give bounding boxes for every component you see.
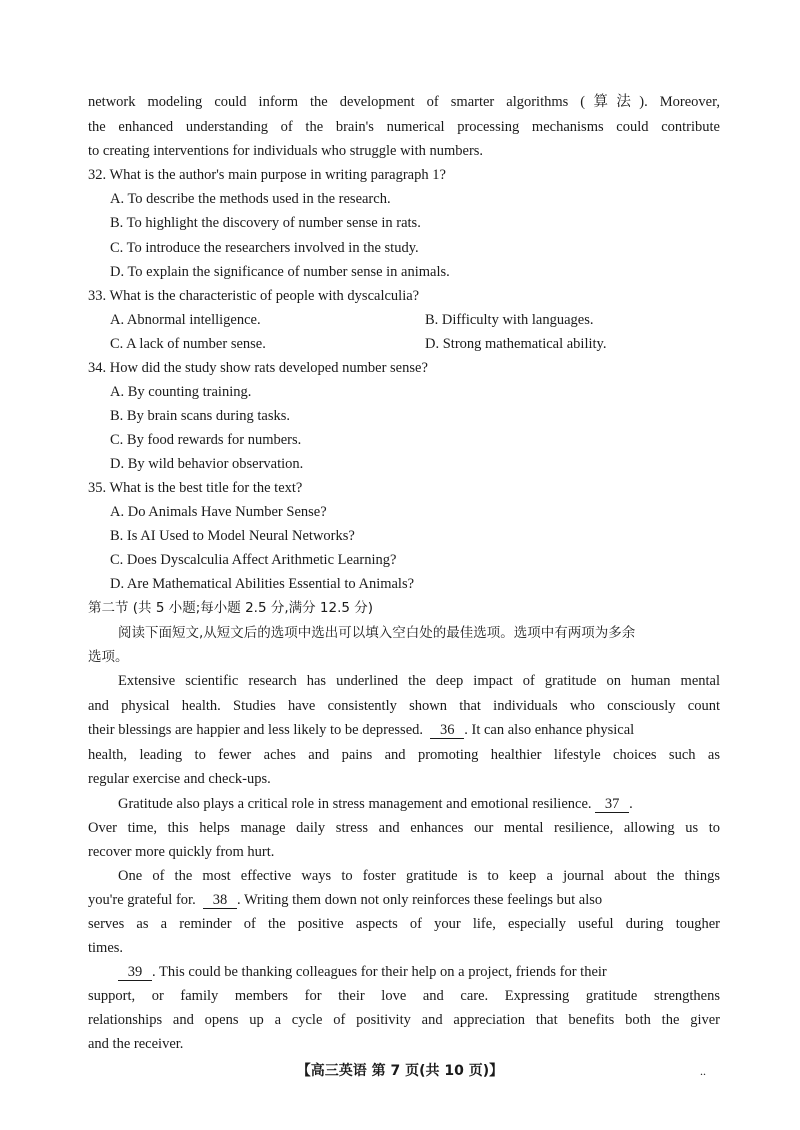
- passage-p1-line-3-end: . It can also enhance physical: [464, 722, 635, 738]
- intro-line-3: to creating interventions for individuals who struggle with numbers.: [88, 143, 484, 159]
- passage-p1-line-3-start: their blessings are happier and less likely to be depressed.: [88, 722, 424, 738]
- intro-line-2: the enhanced understanding of the brain's numerical processing mechanisms could contribute: [88, 119, 720, 135]
- passage-p4-line-3: relationships and opens up a cycle of positivity and appreciation that benefits both the giver: [88, 1012, 720, 1028]
- section-heading: 第二节 (共 5 小题;每小题 2.5 分,满分 12.5 分): [88, 600, 374, 616]
- passage-p3-line-2-end: . Writing them down not only reinforces these feelings but also: [236, 892, 603, 908]
- passage-p4-line-4: and the receiver.: [88, 1036, 184, 1052]
- question-32-option-c: C. To introduce the researchers involved in the study.: [110, 240, 419, 256]
- question-32-option-a: A. To describe the methods used in the research.: [110, 191, 391, 207]
- passage-p2-line-2: Over time, this helps manage daily stress and enhances our mental resilience, allowing us to: [88, 820, 720, 836]
- passage-p4-line-1-end: . This could be thanking colleagues for their help on a project, friends for their: [152, 964, 607, 980]
- section-instruction-line-1: 阅读下面短文,从短文后的选项中选出可以填入空白处的最佳选项。选项中有两项为多余: [118, 625, 636, 641]
- passage-p1-line-5: regular exercise and check-ups.: [88, 771, 271, 787]
- passage-p4-line-1: [118, 962, 607, 982]
- blank-36: 36: [430, 722, 464, 739]
- passage-p2-line-1-end: .: [629, 796, 633, 812]
- passage-p3-line-4: times.: [88, 940, 124, 956]
- blank-38: 38: [203, 892, 237, 909]
- question-35-option-b: B. Is AI Used to Model Neural Networks?: [110, 528, 355, 544]
- passage-p1-line-1: Extensive scientific research has underlined the deep impact of gratitude on human mental: [118, 673, 720, 689]
- passage-p3-line-2: [88, 890, 602, 910]
- question-32-option-d: D. To explain the significance of number sense in animals.: [110, 264, 450, 280]
- passage-p4-line-2: support, or family members for their love and care. Expressing gratitude strengthens: [88, 988, 720, 1004]
- passage-p2-line-1-start: Gratitude also plays a critical role in stress management and emotional resilience.: [118, 796, 592, 812]
- question-33-option-b: B. Difficulty with languages.: [425, 312, 594, 328]
- intro-line-1: network modeling could inform the development of smarter algorithms (算法). Moreover,: [88, 94, 720, 110]
- question-32-stem: 32. What is the author's main purpose in writing paragraph 1?: [88, 167, 446, 183]
- passage-p2-line-1: [118, 794, 633, 814]
- question-34-option-c: C. By food rewards for numbers.: [110, 432, 302, 448]
- question-33-option-a: A. Abnormal intelligence.: [110, 312, 261, 328]
- corner-mark: ..: [700, 1064, 706, 1078]
- passage-p1-line-2: and physical health. Studies have consistently shown that individuals who consciously count: [88, 698, 720, 714]
- question-35-option-a: A. Do Animals Have Number Sense?: [110, 504, 327, 520]
- question-34-option-d: D. By wild behavior observation.: [110, 456, 304, 472]
- question-32-option-b: B. To highlight the discovery of number sense in rats.: [110, 215, 421, 231]
- question-35-option-d: D. Are Mathematical Abilities Essential to Animals?: [110, 576, 415, 592]
- question-34-option-a: A. By counting training.: [110, 384, 252, 400]
- passage-p3-line-1: One of the most effective ways to foster gratitude is to keep a journal about the things: [118, 868, 720, 884]
- question-33-stem: 33. What is the characteristic of people with dyscalculia?: [88, 288, 420, 304]
- passage-p2-line-3: recover more quickly from hurt.: [88, 844, 275, 860]
- passage-p3-line-3: serves as a reminder of the positive aspects of your life, especially useful during tougher: [88, 916, 720, 932]
- page-footer: 【高三英语 第 7 页(共 10 页)】: [296, 1063, 504, 1079]
- question-35-option-c: C. Does Dyscalculia Affect Arithmetic Learning?: [110, 552, 397, 568]
- question-33-option-d: D. Strong mathematical ability.: [425, 336, 607, 352]
- section-instruction-line-2: 选项。: [88, 649, 129, 665]
- blank-37: 37: [595, 796, 629, 813]
- passage-p3-line-2-start: you're grateful for.: [88, 892, 196, 908]
- question-35-stem: 35. What is the best title for the text?: [88, 480, 303, 496]
- passage-p1-line-3: [88, 720, 634, 740]
- question-33-option-c: C. A lack of number sense.: [110, 336, 266, 352]
- question-34-stem: 34. How did the study show rats developed number sense?: [88, 360, 428, 376]
- passage-p1-line-4: health, leading to fewer aches and pains and promoting healthier lifestyle choices such as: [88, 747, 720, 763]
- blank-39: 39: [118, 964, 152, 981]
- question-34-option-b: B. By brain scans during tasks.: [110, 408, 291, 424]
